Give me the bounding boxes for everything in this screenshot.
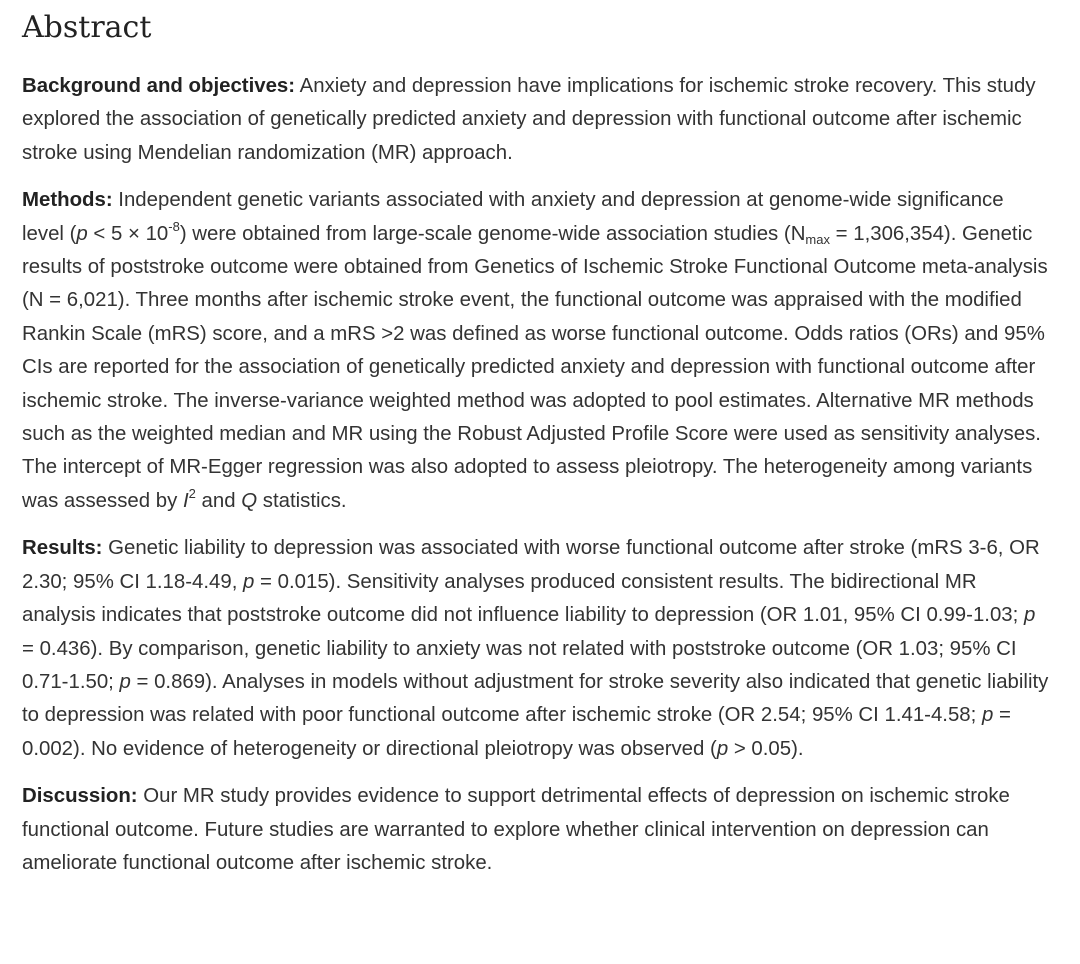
q-symbol: Q (241, 489, 258, 512)
discussion-label: Discussion: (22, 785, 138, 808)
methods-section (22, 184, 1050, 518)
methods-text: Independent genetic variants associated with anxiety and depression at genome-wide significance level ( (22, 189, 1004, 245)
p-symbol: p (119, 670, 131, 693)
methods-text: ) were obtained from large-scale genome-wide association studies (N (179, 222, 806, 245)
p-symbol: p (76, 222, 88, 245)
background-text: Anxiety and depression have implications for ischemic stroke recovery. This study explored the association of genetically predicted anxiety and depression with functional outcome after ischemic stroke using Mendelian randomization (MR) approach. (22, 75, 1036, 164)
abstract-heading: Abstract (22, 10, 152, 45)
background-section (22, 70, 1050, 170)
methods-text: = 1,306,354). Genetic results of poststroke outcome were obtained from Genetics of Ischemic Stroke Functional Outcome meta-analysis (N = 6,021). Three months after ischemic stroke event, the functional outcome was appraised with the modified Rankin Scale (mRS) score, and a mRS >2 was defined as worse functional outcome. Odds ratios (ORs) and 95% CIs are reported for the association of genetically predicted anxiety and depression with functional outcome after ischemic stroke. The inverse-variance weighted method was adopted to pool estimates. Alternative MR methods such as the weighted median and MR using the Robust Adjusted Profile Score were used as sensitivity analyses. The intercept of MR-Egger regression was also adopted to assess pleiotropy. The heterogeneity among variants was assessed by (22, 222, 1048, 512)
results-text: = 0.869). Analyses in models without adjustment for stroke severity also indicated that genetic liability to depression was related with poor functional outcome after ischemic stroke (OR 2.54; 95% CI 1.41-4.58; (22, 670, 1049, 727)
methods-text: < 5 × 10 (87, 222, 169, 245)
results-text: = 0.002). No evidence of heterogeneity or directional pleiotropy was observed ( (22, 704, 1011, 760)
results-text: = 0.015). Sensitivity analyses produced consistent results. The bidirectional MR analysis indicates that poststroke outcome did not influence liability to depression (OR 1.01, 95% CI 0.99-1.03; (22, 570, 1024, 627)
discussion-section (22, 780, 1050, 880)
results-label: Results: (22, 537, 103, 560)
results-text: = 0.436). By comparison, genetic liability to anxiety was not related with poststroke outcome (OR 1.03; 95% CI 0.71-1.50; (22, 637, 1017, 693)
methods-label: Methods: (22, 189, 113, 212)
methods-text: statistics. (257, 489, 347, 512)
i-squared-exponent: 2 (188, 485, 196, 501)
results-section (22, 532, 1050, 766)
exponent: -8 (168, 218, 180, 234)
i-squared-symbol: I (182, 489, 189, 512)
methods-text: and (195, 489, 242, 512)
discussion-text: Our MR study provides evidence to support detrimental effects of depression on ischemic stroke functional outcome. Future studies are warranted to explore whether clinical intervention on depression can ameliorate functional outcome after ischemic stroke. (22, 785, 1010, 874)
p-symbol: p (716, 737, 729, 760)
p-symbol: p (243, 570, 255, 593)
results-text: > 0.05). (728, 737, 804, 760)
p-symbol: p (1023, 604, 1036, 627)
results-text: Genetic liability to depression was associated with worse functional outcome after stroke (mRS 3-6, OR 2.30; 95% CI 1.18-4.49, (22, 537, 1040, 593)
background-label: Background and objectives: (22, 75, 296, 97)
subscript-max: max (805, 231, 830, 247)
p-symbol: p (981, 704, 994, 727)
